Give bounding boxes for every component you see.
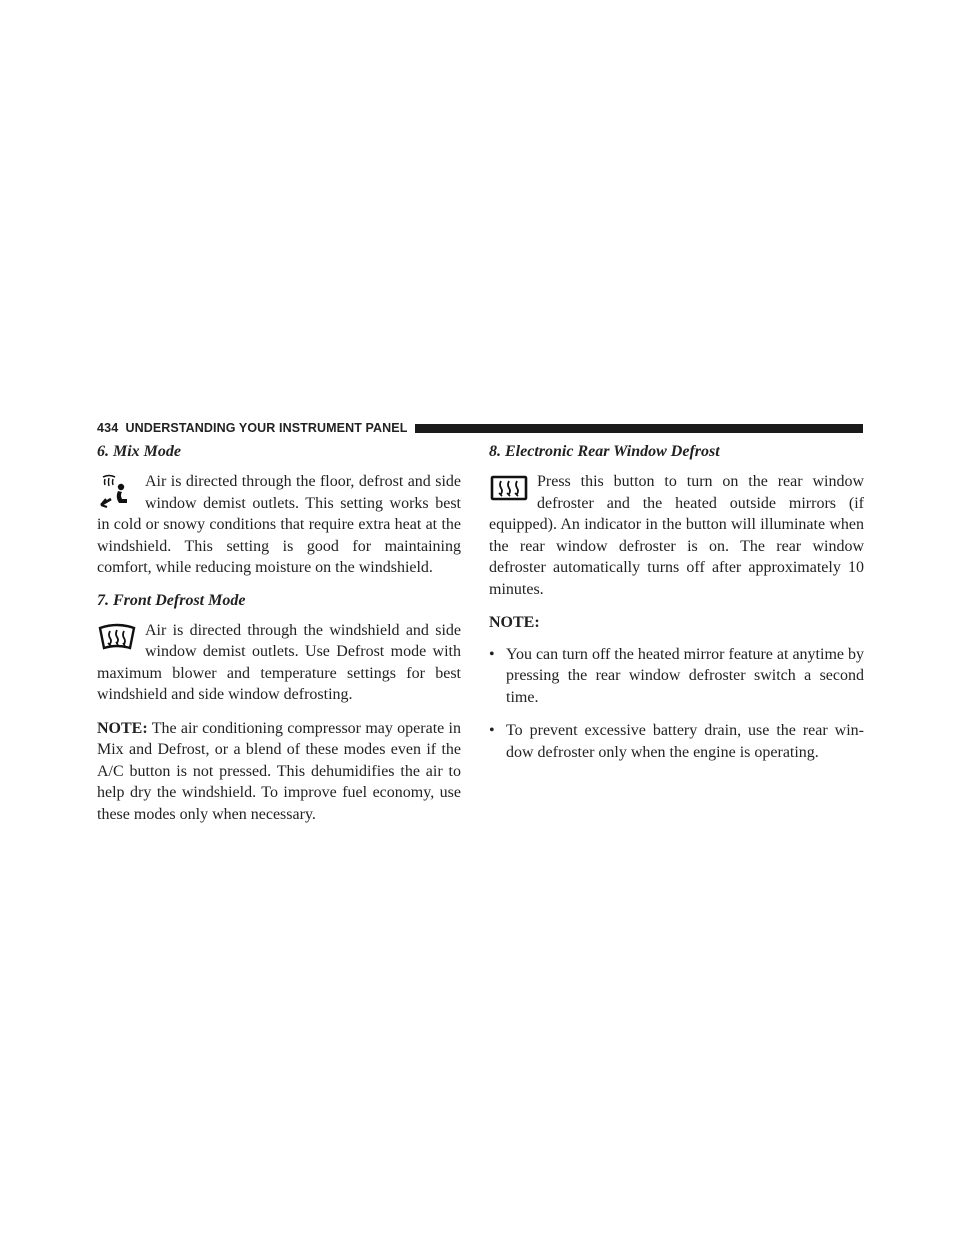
front-defrost-paragraph bbox=[97, 620, 461, 706]
front-defrost-text: Air is directed through the windshield and side window demist outlets. Use Defrost mode with maximum blower and temperature settings for best windshield and side window defrosting. bbox=[97, 621, 461, 703]
front-defrost-heading: 7. Front Defrost Mode bbox=[97, 591, 246, 609]
note-paragraph bbox=[97, 718, 461, 826]
rear-defrost-text: Press this button to turn on the rear window defroster and the heated outside mirrors (if equipped). An indicator in the button will illuminate when the rear window defroster is on. The rear window defroster automatically turns off after approximately 10 minutes. bbox=[489, 473, 864, 598]
front-defrost-icon bbox=[97, 622, 137, 662]
page-number: 434 bbox=[97, 421, 119, 435]
mix-mode-icon bbox=[97, 473, 137, 513]
note-heading: NOTE: bbox=[489, 614, 540, 631]
mix-mode-text: Air is directed through the floor, defrost and side window demist outlets. This setting works best in cold or snowy conditions that require extra heat at the windshield. This setting is good for maintaining comfort, while reducing moisture on the windshield. bbox=[97, 473, 461, 576]
bullet-text: To prevent excessive battery drain, use the rear win- dow defroster only when the engine is operating. bbox=[506, 722, 864, 761]
bullet-glyph: • bbox=[489, 645, 495, 663]
bullet-glyph: • bbox=[489, 722, 495, 739]
note-label-right bbox=[489, 612, 864, 634]
rear-defrost-heading: 8. Electronic Rear Window Defrost bbox=[489, 443, 720, 460]
mix-mode-heading: 6. Mix Mode bbox=[97, 443, 181, 460]
section-title: UNDERSTANDING YOUR INSTRUMENT PANEL bbox=[125, 421, 408, 435]
header-rule bbox=[415, 424, 863, 433]
right-column bbox=[489, 442, 864, 775]
note-text: The air conditioning compressor may operate in Mix and Defrost, or a blend of these modes even if the A/C button is not pressed. This dehumidifies the air to help dry the windshield. To improve fuel economy, use these modes only when necessary. bbox=[97, 719, 461, 823]
page-header bbox=[97, 421, 863, 435]
bullet-text: You can turn off the heated mirror feature at anytime by pressing the rear window defroster switch a second time. bbox=[506, 645, 864, 706]
rear-defrost-icon bbox=[489, 473, 529, 513]
mix-mode-paragraph bbox=[97, 471, 461, 579]
note-bullet-list bbox=[489, 644, 864, 764]
left-column bbox=[97, 442, 461, 837]
note-label: NOTE: bbox=[97, 719, 148, 737]
list-item bbox=[489, 644, 864, 709]
list-item bbox=[489, 720, 864, 763]
rear-defrost-paragraph bbox=[489, 471, 864, 600]
